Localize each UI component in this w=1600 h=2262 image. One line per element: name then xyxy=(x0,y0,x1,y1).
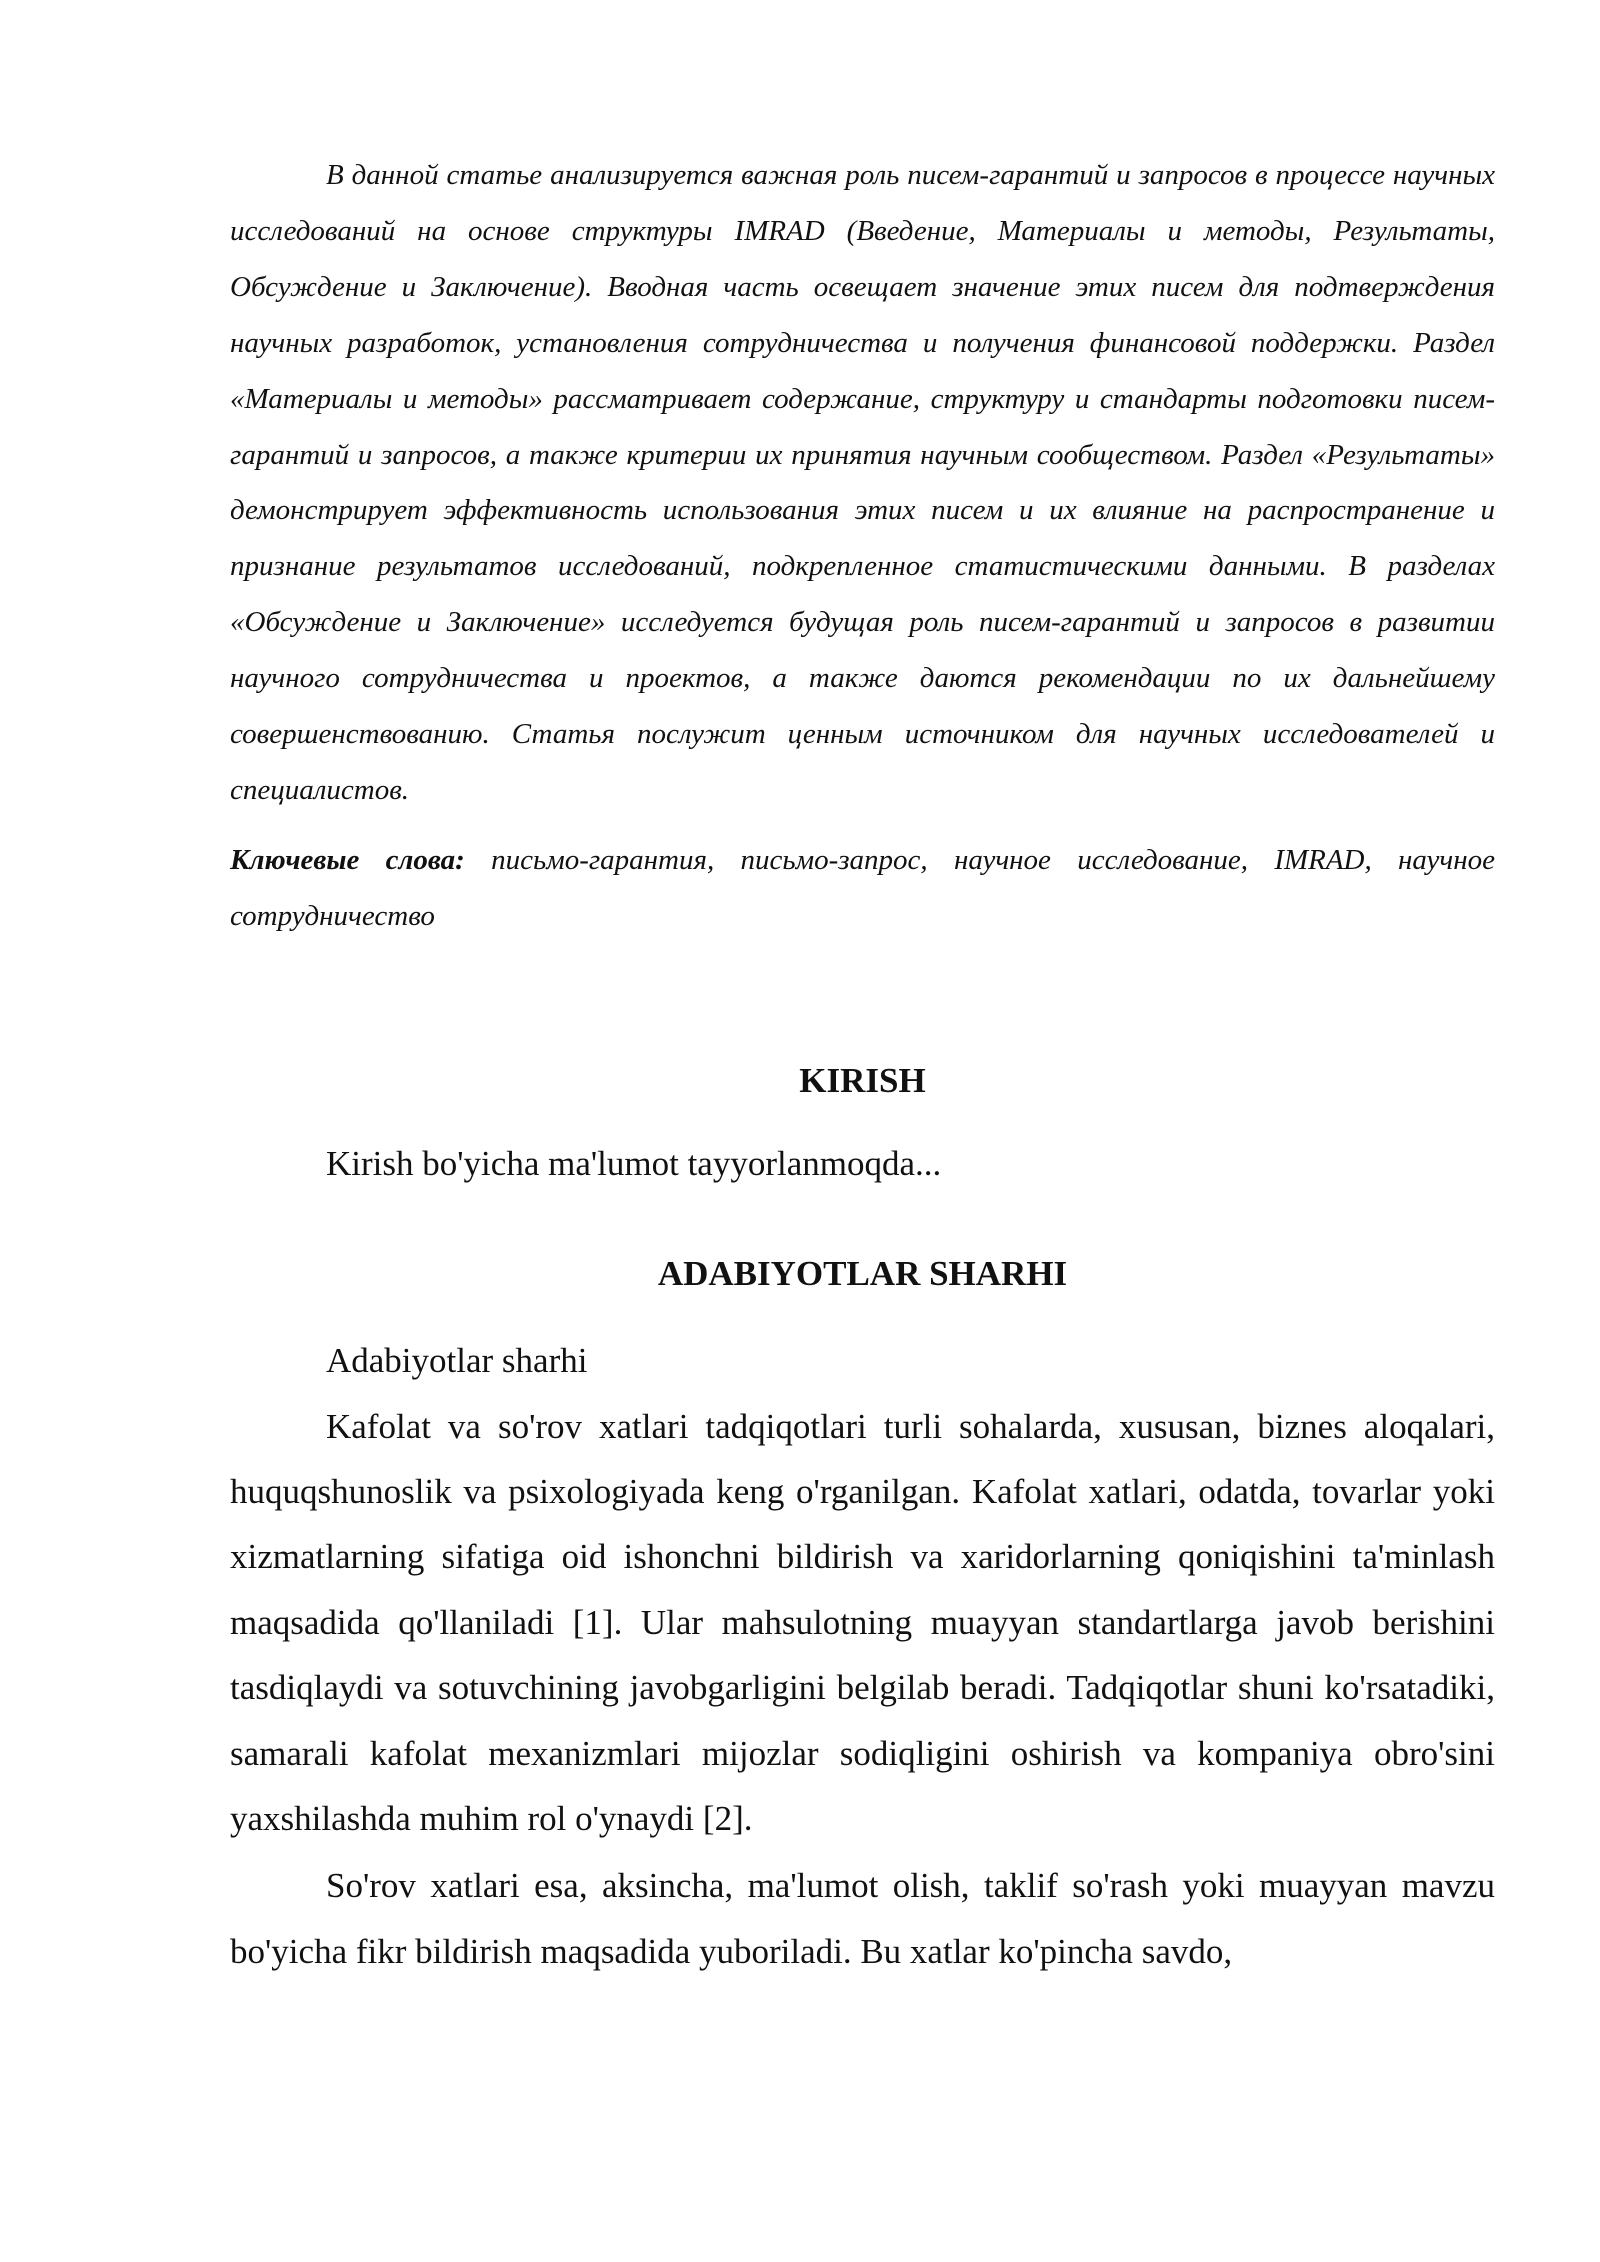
section-heading-adabiyotlar: ADABIYOTLAR SHARHI xyxy=(657,1254,1068,1294)
adabiyotlar-paragraph-1: Kafolat va so'rov xatlari tadqiqotlari turli sohalarda, xususan, biznes aloqalari, huquqshunoslik va psixologiyada keng o'rganilgan. Kafolat xatlari, odatda, tovarlar yoki xizmatlarning sifatiga oid ishonchni bildirish va xaridorlarning qoniqishini ta'minlash maqsadida qo'llaniladi [1]. Ular mahsulotning muayyan standartlarga javob berishini tasdiqlaydi va sotuvchining javobgarligini belgilab beradi. Tadqiqotlar shuni ko'rsatadiki, samarali kafolat mexanizmlari mijozlar sodiqligini oshirish va kompaniya obro'sini yaxshilashda muhim rol o'ynaydi [2]. xyxy=(230,1406,1495,1838)
document-page xyxy=(230,148,1495,1984)
keywords-label: Ключевые слова: xyxy=(230,843,465,876)
abstract-paragraph: В данной статье анализируется важная роль писем-гарантий и запросов в процессе научных исследований на основе структуры IMRAD (Введение, Материалы и методы, Результаты, Обсуждение и Заключение). Вводная часть освещает значение этих писем для подтверждения научных разработок, установления сотрудничества и получения финансовой поддержки. Раздел «Материалы и методы» рассматривает содержание, структуру и стандарты подготовки писем-гарантий и запросов, а также критерии их принятия научным сообществом. Раздел «Результаты» демонстрирует эффективность использования этих писем и их влияние на распространение и признание результатов исследований, подкрепленное статистическими данными. В разделах «Обсуждение и Заключение» исследуется будущая роль писем-гарантий и запросов в развитии научного сотрудничества и проектов, а также даются рекомендации по их дальнейшему совершенствованию. Статья послужит ценным источником для научных исследователей и специалистов. xyxy=(230,159,1495,806)
adabiyotlar-label-paragraph: Adabiyotlar sharhi xyxy=(326,1341,588,1381)
keywords-text: письмо-гарантия, письмо-запрос, научное исследование, IMRAD, научное сотрудничество xyxy=(230,843,1495,932)
adabiyotlar-paragraph-2: So'rov xatlari esa, aksincha, ma'lumot olish, taklif so'rash yoki muayyan mavzu bo'yicha fikr bildirish maqsadida yuboriladi. Bu xatlar ko'pincha savdo, xyxy=(230,1866,1495,1971)
section-heading-kirish: KIRISH xyxy=(799,1060,926,1100)
keywords-paragraph xyxy=(230,833,1495,945)
kirish-paragraph: Kirish bo'yicha ma'lumot tayyorlanmoqda... xyxy=(326,1143,942,1183)
